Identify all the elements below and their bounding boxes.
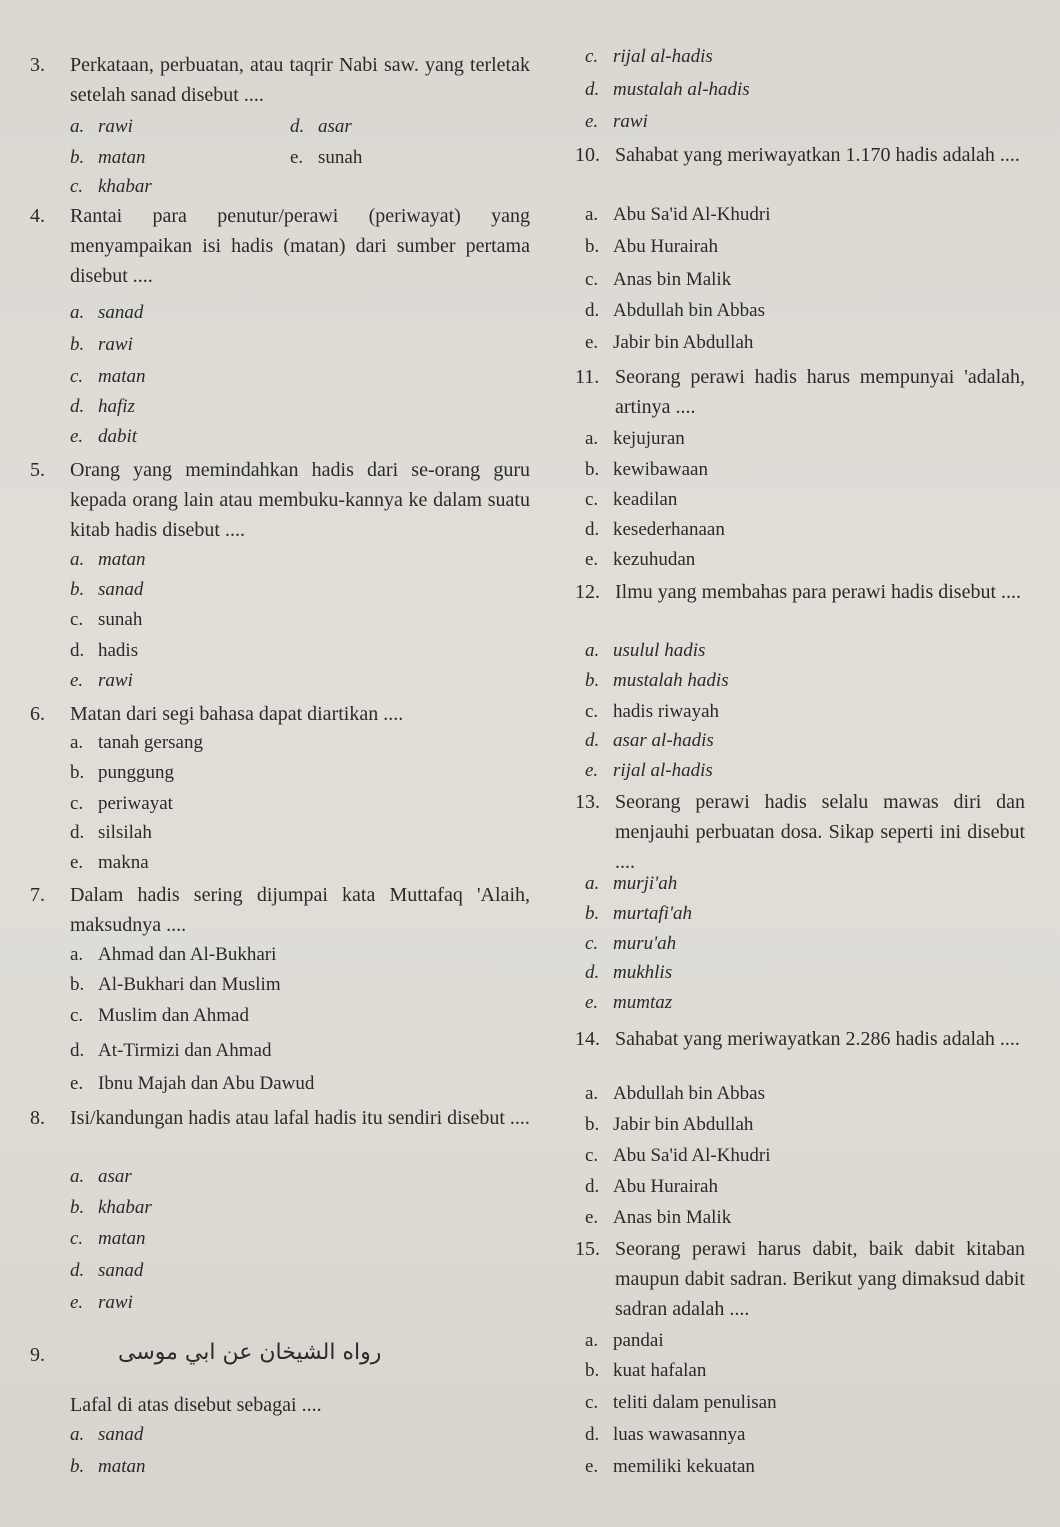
option-a: a. rawi xyxy=(70,116,133,137)
option-b: b. kewibawaan xyxy=(585,459,708,480)
option-d: d. luas wawasannya xyxy=(585,1424,746,1445)
question-number: 4. xyxy=(30,205,45,227)
question-number: 15. xyxy=(575,1238,600,1260)
question-10 xyxy=(575,140,1025,170)
option-d: d. silsilah xyxy=(70,822,152,843)
question-number: 14. xyxy=(575,1028,600,1050)
option-a: a. tanah gersang xyxy=(70,732,203,753)
question-6 xyxy=(30,699,530,729)
option-a: a. murji'ah xyxy=(585,873,678,894)
option-e: e. rawi xyxy=(70,670,133,691)
option-b: b. murtafi'ah xyxy=(585,903,693,924)
question-stem: Isi/kandungan hadis atau lafal hadis itu sendiri disebut .... xyxy=(70,1107,530,1129)
question-number: 3. xyxy=(30,54,45,76)
question-number: 13. xyxy=(575,791,600,813)
option-d: d. At-Tirmizi dan Ahmad xyxy=(70,1040,272,1061)
question-number: 8. xyxy=(30,1107,45,1129)
option-d: d. kesederhanaan xyxy=(585,519,725,540)
option-c: c. matan xyxy=(70,366,146,387)
question-14 xyxy=(575,1024,1025,1054)
question-stem: Seorang perawi hadis harus mempunyai 'adalah, artinya .... xyxy=(615,366,1025,418)
question-stem: Seorang perawi harus dabit, baik dabit kitaban maupun dabit sadran. Berikut yang dimaksud dabit sadran adalah .... xyxy=(615,1238,1025,1320)
question-3 xyxy=(30,50,530,110)
option-c: c. khabar xyxy=(70,176,152,197)
option-b: b. punggung xyxy=(70,762,174,783)
option-e: e. rijal al-hadis xyxy=(585,760,713,781)
option-b: b. rawi xyxy=(70,334,133,355)
option-c: c. Muslim dan Ahmad xyxy=(70,1005,249,1026)
question-11 xyxy=(575,362,1025,422)
option-c: c. periwayat xyxy=(70,793,173,814)
question-12 xyxy=(575,577,1025,607)
option-e: e. dabit xyxy=(70,426,138,447)
option-e: e. Anas bin Malik xyxy=(585,1207,732,1228)
question-stem: Sahabat yang meriwayatkan 2.286 hadis adalah .... xyxy=(615,1028,1020,1050)
option-d: d. asar al-hadis xyxy=(585,730,714,751)
question-stem: Ilmu yang membahas para perawi hadis disebut .... xyxy=(615,581,1021,603)
option-a: a. asar xyxy=(70,1166,132,1187)
question-number: 11. xyxy=(575,366,600,388)
option-e: e. rawi xyxy=(70,1292,133,1313)
option-d: d. hafiz xyxy=(70,396,135,417)
option-a: a. kejujuran xyxy=(585,428,685,449)
option-d: d. hadis xyxy=(70,640,139,661)
option-a: a. sanad xyxy=(70,302,144,323)
option-e: e. mumtaz xyxy=(585,992,673,1013)
option-d: d. asar xyxy=(290,116,352,137)
option-c: c. muru'ah xyxy=(585,933,677,954)
option-a: a. Abdullah bin Abbas xyxy=(585,1083,765,1104)
question-9-stem xyxy=(70,1390,540,1420)
option-d: d. sanad xyxy=(70,1260,144,1281)
option-a: a. Ahmad dan Al-Bukhari xyxy=(70,944,277,965)
option-b: b. Al-Bukhari dan Muslim xyxy=(70,974,281,995)
option-e: e. Jabir bin Abdullah xyxy=(585,332,754,353)
question-5 xyxy=(30,455,530,545)
question-stem: Dalam hadis sering dijumpai kata Muttafaq 'Alaih, maksudnya .... xyxy=(70,884,530,936)
question-stem: Seorang perawi hadis selalu mawas diri dan menjauhi perbuatan dosa. Sikap seperti ini disebut .... xyxy=(615,791,1025,873)
question-number: 10. xyxy=(575,144,600,166)
option-b: b. Jabir bin Abdullah xyxy=(585,1114,754,1135)
option-e: e. rawi xyxy=(585,111,648,132)
option-c: c. rijal al-hadis xyxy=(585,46,713,67)
question-number: 7. xyxy=(30,884,45,906)
question-number: 6. xyxy=(30,703,45,725)
option-b: b. Abu Hurairah xyxy=(585,236,718,257)
option-d: d. Abdullah bin Abbas xyxy=(585,300,765,321)
option-e: e. kezuhudan xyxy=(585,549,696,570)
option-a: a. sanad xyxy=(70,1424,144,1445)
option-e: e. memiliki kekuatan xyxy=(585,1456,755,1477)
option-b: b. mustalah hadis xyxy=(585,670,729,691)
option-c: c. Abu Sa'id Al-Khudri xyxy=(585,1145,771,1166)
option-c: c. matan xyxy=(70,1228,146,1249)
question-number: 5. xyxy=(30,459,45,481)
question-7 xyxy=(30,880,530,940)
option-d: d. mustalah al-hadis xyxy=(585,79,750,100)
option-d: d. mukhlis xyxy=(585,962,673,983)
option-a: a. usulul hadis xyxy=(585,640,706,661)
question-number: 9. xyxy=(30,1344,45,1366)
option-c: c. keadilan xyxy=(585,489,678,510)
option-c: c. hadis riwayah xyxy=(585,701,720,722)
question-stem: Lafal di atas disebut sebagai .... xyxy=(70,1394,322,1416)
option-b: b. khabar xyxy=(70,1197,152,1218)
question-8 xyxy=(30,1103,530,1133)
option-d: d. Abu Hurairah xyxy=(585,1176,718,1197)
question-stem: Perkataan, perbuatan, atau taqrir Nabi saw. yang terletak setelah sanad disebut .... xyxy=(70,54,530,106)
option-e: e. sunah xyxy=(290,147,363,168)
option-e: e. makna xyxy=(70,852,149,873)
option-e: e. Ibnu Majah dan Abu Dawud xyxy=(70,1073,315,1094)
question-stem: Sahabat yang meriwayatkan 1.170 hadis adalah .... xyxy=(615,144,1020,166)
option-a: a. matan xyxy=(70,549,146,570)
option-c: c. Anas bin Malik xyxy=(585,269,732,290)
option-b: b. matan xyxy=(70,147,146,168)
question-13 xyxy=(575,787,1025,877)
option-b: b. kuat hafalan xyxy=(585,1360,707,1381)
option-c: c. teliti dalam penulisan xyxy=(585,1392,777,1413)
arabic-text: رواه الشيخان عن ابي موسى xyxy=(118,1340,382,1365)
option-a: a. Abu Sa'id Al-Khudri xyxy=(585,204,771,225)
option-b: b. sanad xyxy=(70,579,144,600)
option-b: b. matan xyxy=(70,1456,146,1477)
question-stem: Orang yang memindahkan hadis dari se-orang guru kepada orang lain atau membuku-kannya ke dalam suatu kitab hadis disebut .... xyxy=(70,459,530,541)
question-4 xyxy=(30,201,530,291)
question-15 xyxy=(575,1234,1025,1324)
question-stem: Rantai para penutur/perawi (periwayat) yang menyampaikan isi hadis (matan) dari sumber pertama disebut .... xyxy=(70,205,530,287)
option-c: c. sunah xyxy=(70,609,143,630)
question-number: 12. xyxy=(575,581,600,603)
question-stem: Matan dari segi bahasa dapat diartikan .... xyxy=(70,703,404,725)
option-a: a. pandai xyxy=(585,1330,664,1351)
